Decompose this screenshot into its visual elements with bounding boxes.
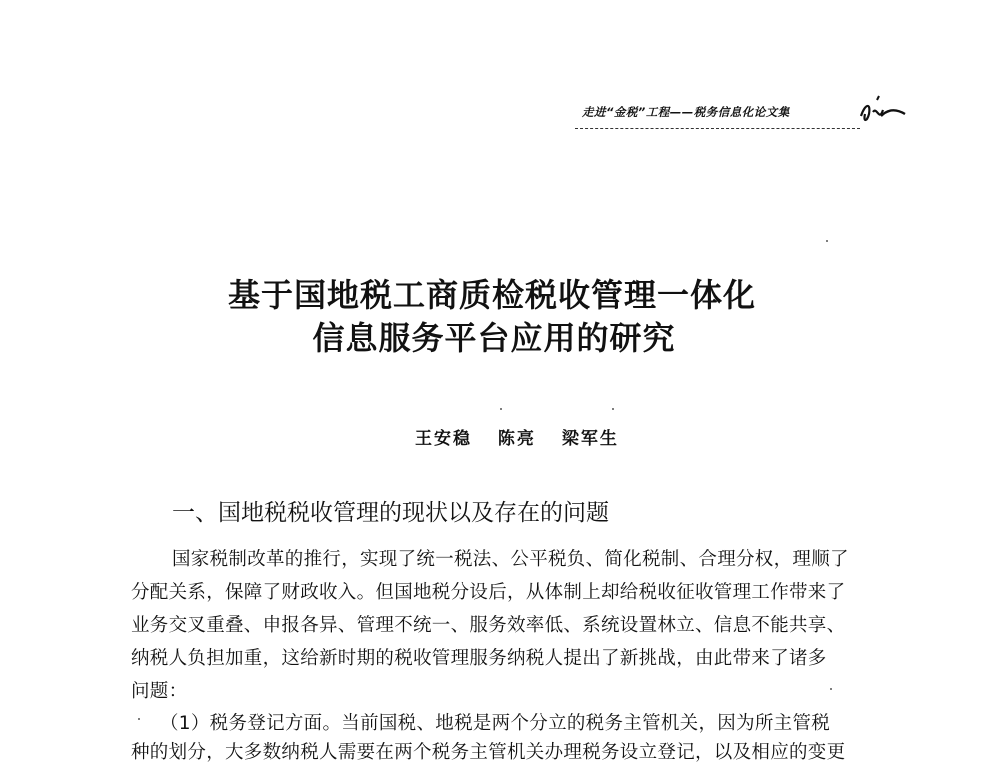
body-line: 业务交叉重叠、申报各异、管理不统一、服务效率低、系统设置林立、信息不能共享、	[131, 615, 846, 636]
author-name: 陈亮	[497, 429, 536, 449]
header-rule	[575, 128, 860, 129]
body-line: 问题：	[131, 681, 188, 702]
scan-speck	[612, 408, 614, 410]
author-name: 梁军生	[561, 429, 619, 449]
body-line: 国家税制改革的推行，实现了统一税法、公平税负、简化税制、合理分权，理顺了	[172, 549, 849, 570]
article-title-line-1: 基于国地税工商质检税收管理一体化	[227, 276, 756, 314]
body-line: 分配关系，保障了财政收入。但国地税分设后，从体制上却给税收征收管理工作带来了	[131, 582, 846, 603]
running-header: 走进“金税”工程——税务信息化论文集	[582, 105, 790, 119]
body-line: （1）税务登记方面。当前国税、地税是两个分立的税务主管机关，因为所主管税	[160, 713, 831, 734]
section-heading: 一、国地税税收管理的现状以及存在的问题	[172, 500, 609, 526]
body-line: 种的划分，大多数纳税人需要在两个税务主管机关办理税务设立登记，以及相应的变更	[131, 742, 846, 763]
scan-speck	[830, 688, 832, 690]
author-name: 王安稳	[415, 429, 472, 449]
handwritten-flourish-icon	[855, 92, 911, 132]
scan-speck	[138, 718, 140, 720]
body-line: 纳税人负担加重，这给新时期的税收管理服务纳税人提出了新挑战，由此带来了诸多	[131, 648, 827, 669]
author-list	[415, 424, 637, 449]
article-title-line-2: 信息服务平台应用的研究	[312, 319, 676, 357]
scan-speck	[500, 408, 502, 410]
scan-speck	[826, 240, 828, 242]
